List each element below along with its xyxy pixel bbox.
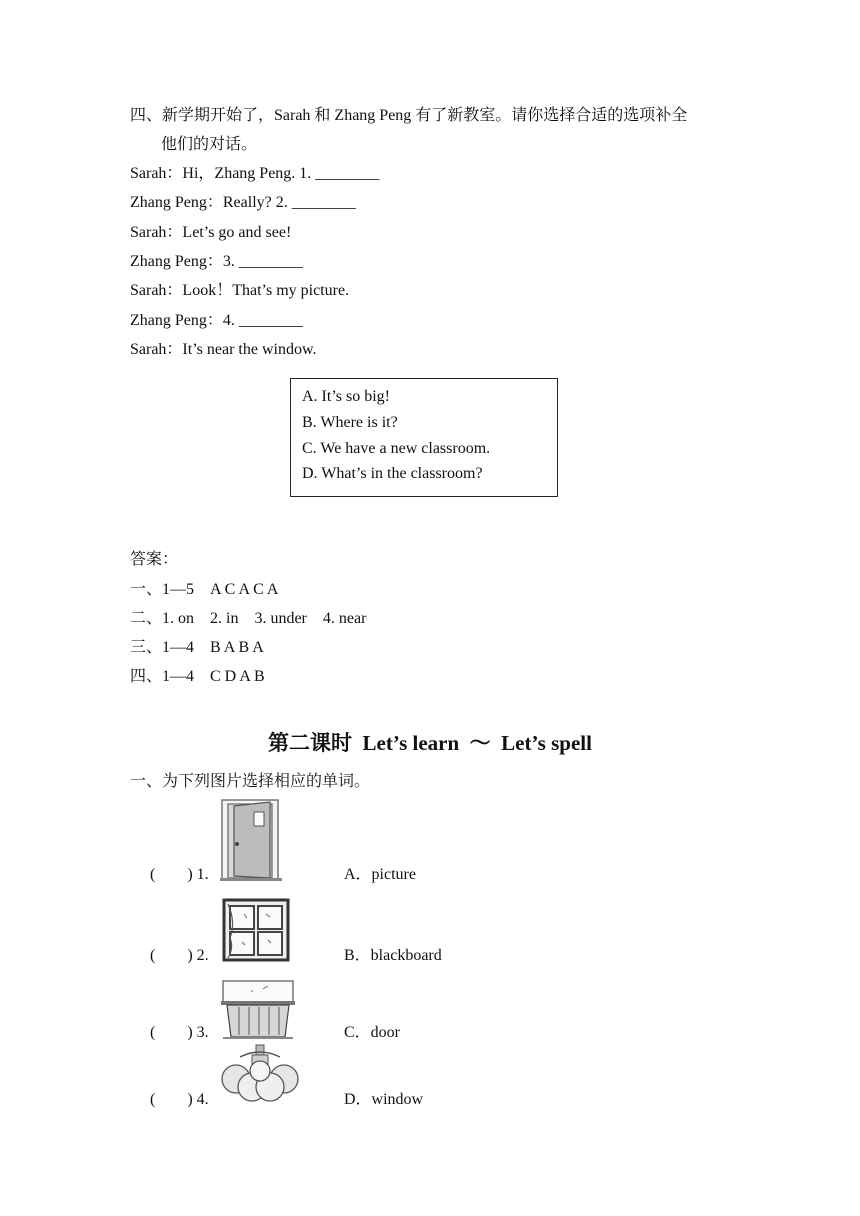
dialog-line: Zhang Peng：Really? 2. ________	[130, 194, 356, 211]
light-picture	[220, 1043, 300, 1105]
section4-heading-line1: 四、新学期开始了，Sarah 和 Zhang Peng 有了新教室。请你选择合适的选项补全	[130, 107, 688, 124]
option-item: C. We have a new classroom.	[302, 440, 491, 457]
options-box	[290, 378, 558, 497]
dialog-line: Sarah：Let’s go and see!	[130, 224, 292, 241]
item-bracket: ( ) 2.	[150, 947, 209, 964]
answers-label: 答案：	[130, 551, 179, 568]
dialog-line: Sarah：Hi，Zhang Peng. 1. ________	[130, 165, 380, 182]
answer-line: 二、1. on 2. in 3. under 4. near	[130, 610, 367, 627]
lesson-instruction: 一、为下列图片选择相应的单词。	[130, 773, 371, 790]
item-bracket: ( ) 3.	[150, 1024, 209, 1041]
door-picture	[220, 798, 282, 882]
word-choice: A．picture	[344, 866, 416, 883]
option-item: A. It’s so big!	[302, 388, 390, 405]
dialog-line: Sarah：Look！That’s my picture.	[130, 282, 350, 299]
answer-line: 一、1—5 A C A C A	[130, 581, 279, 598]
window-picture	[222, 898, 290, 962]
option-item: B. Where is it?	[302, 414, 398, 431]
item-bracket: ( ) 1.	[150, 866, 209, 883]
option-item: D. What’s in the classroom?	[302, 465, 483, 482]
word-choice: C．door	[344, 1024, 401, 1041]
section4-heading-line2: 他们的对话。	[161, 136, 258, 153]
dialog-line: Zhang Peng：4. ________	[130, 312, 303, 329]
dialog-line: Sarah：It’s near the window.	[130, 341, 317, 358]
dialog-line: Zhang Peng：3. ________	[130, 253, 303, 270]
item-bracket: ( ) 4.	[150, 1091, 209, 1108]
board-picture	[221, 979, 295, 1041]
lesson-title: 第二课时 Let’s learn ～ Let’s spell	[268, 731, 592, 755]
word-choice: B．blackboard	[344, 947, 442, 964]
word-choice: D．window	[344, 1091, 424, 1108]
answer-line: 四、1—4 C D A B	[130, 668, 265, 685]
answer-line: 三、1—4 B A B A	[130, 639, 264, 656]
